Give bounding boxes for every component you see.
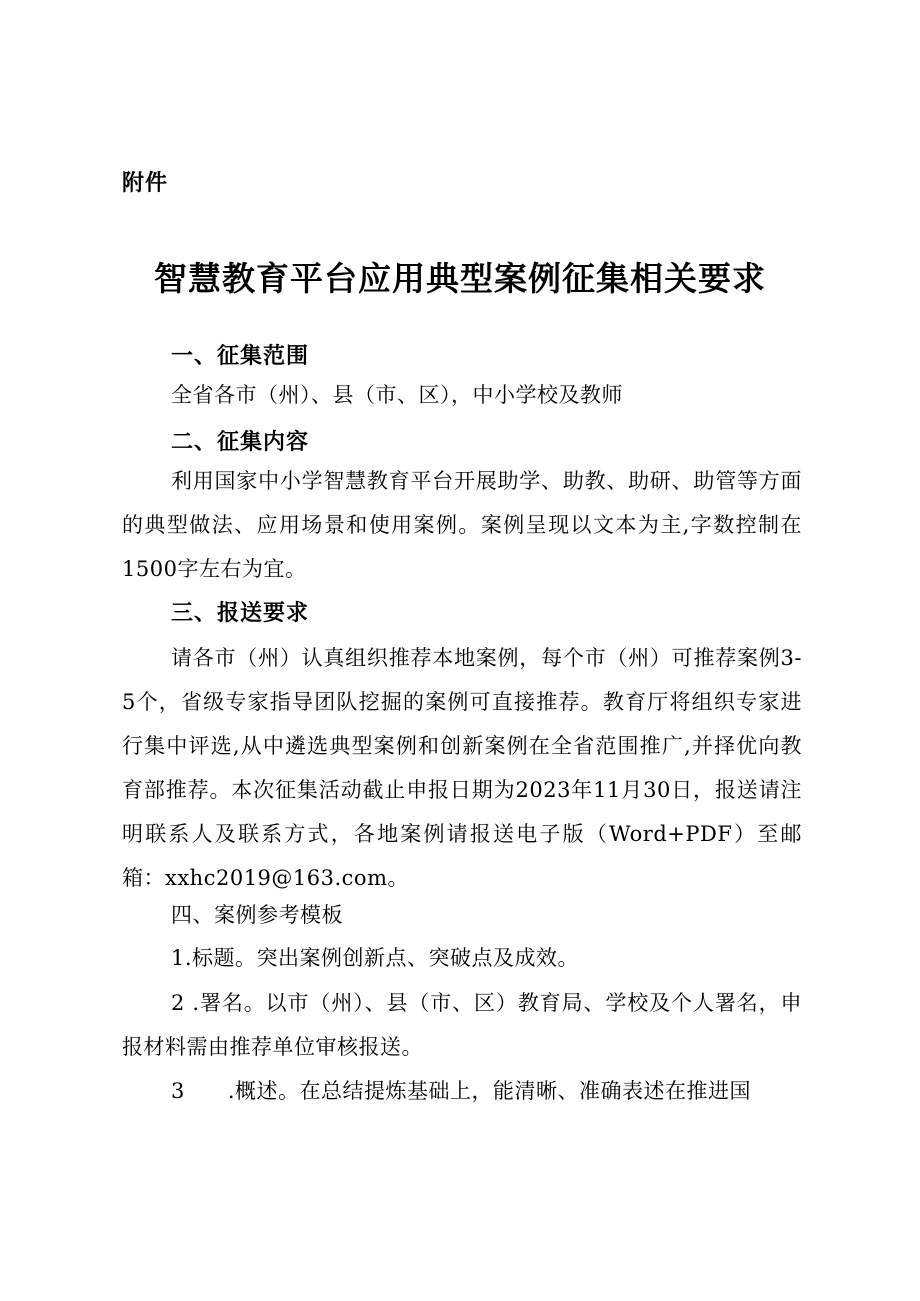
attachment-label: 附件 — [122, 171, 169, 196]
section-heading-template: 四、案例参考模板 — [171, 903, 343, 927]
template-item-signature: 2 .署名。以市（州）、县（市、区）教育局、学校及个人署名，申报材料需由推荐单位审核报送。 — [122, 991, 802, 1059]
section-heading-requirements: 三、报送要求 — [171, 601, 310, 626]
section-body-content: 利用国家中小学智慧教育平台开展助学、助教、助研、助管等方面的典型做法、应用场景和使用案例。案例呈现以文本为主,字数控制在1500字左右为宜。 — [122, 469, 802, 581]
section-body-scope: 全省各市（州）、县（市、区），中小学校及教师 — [171, 383, 623, 407]
section-heading-scope: 一、征集范围 — [171, 344, 310, 369]
document-title: 智慧教育平台应用典型案例征集相关要求 — [154, 259, 766, 298]
section-heading-content: 二、征集内容 — [171, 430, 310, 455]
template-item-title: 1.标题。突出案例创新点、突破点及成效。 — [171, 946, 580, 970]
template-item-overview: 3 .概述。在总结提炼基础上，能清晰、准确表述在推进国 — [171, 1079, 752, 1103]
section-body-requirements: 请各市（州）认真组织推荐本地案例，每个市（州）可推荐案例3-5个，省级专家指导团队挖掘的案例可直接推荐。教育厅将组织专家进行集中评选,从中遴选典型案例和创新案例在全省范围推广,并择优向教育部推荐。本次征集活动截止申报日期为2023年11月30日，报送请注明联系人及联系方式，各地案例请报送电子版（Word+PDF）至邮箱：xxhc2019@163.com。 — [122, 646, 802, 890]
